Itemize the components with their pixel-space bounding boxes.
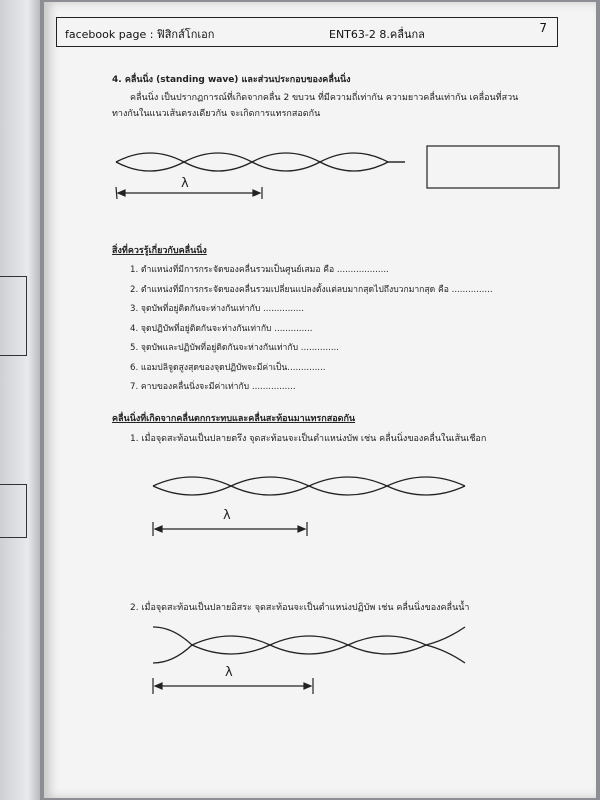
facts-list-item: 4. จุดปฏิบัพที่อยู่ติดกันจะห่างกันเท่ากับ ..............: [130, 323, 313, 334]
facts-list-item: 7. คาบของคลื่นนิ่งจะมีค่าเท่ากับ ................: [130, 382, 296, 392]
wavelength-arrow-2: [153, 522, 307, 536]
wavelength-label-2: λ: [223, 508, 231, 523]
free-end-case: 2. เมื่อจุดสะท้อนเป็นปลายอิสระ จุดสะท้อนจะเป็นตำแหน่งปฏิบัพ เช่น คลื่นนิ่งของคลื่นน้ำ: [130, 603, 470, 613]
wavelength-arrow-1: [116, 187, 262, 199]
standing-wave-fixed-end: [153, 477, 465, 495]
wavelength-label-3: λ: [225, 665, 233, 680]
standing-wave-free-end: [153, 627, 465, 663]
section4-text-line2: ทางกันในแนวเส้นตรงเดียวกัน จะเกิดการแทรกสอดกัน: [112, 109, 321, 119]
page-number: 7: [539, 21, 547, 35]
facts-list-item: 6. แอมปลิจูดสูงสุดของจุดปฏิบัพจะมีค่าเป็น..............: [130, 362, 326, 373]
facts-list: [130, 262, 493, 399]
wavelength-arrow-3: [153, 678, 313, 694]
header-course-title: ENT63-2 8.คลื่นกล: [329, 28, 425, 41]
wavelength-label-1: λ: [181, 176, 189, 191]
facts-list-item: 3. จุดบัพที่อยู่ติดกันจะห่างกันเท่ากับ ...............: [130, 304, 304, 314]
fixed-end-case: 1. เมื่อจุดสะท้อนเป็นปลายตรึง จุดสะท้อนจะเป็นตำแหน่งบัพ เช่น คลื่นนิ่งของคลื่นในเส้นเชือก: [130, 434, 487, 444]
section4-text-line1: คลื่นนิ่ง เป็นปรากฏการณ์ที่เกิดจากคลื่น 2 ขบวน ที่มีความถี่เท่ากัน ความยาวคลื่นเท่ากัน เคลื่อนที่สวน: [130, 93, 519, 103]
reflection-heading: คลื่นนิ่งที่เกิดจากคลื่นตกกระทบและคลื่นสะท้อนมาแทรกสอดกัน: [112, 414, 356, 424]
facts-heading: สิ่งที่ควรรู้เกี่ยวกับคลื่นนิ่ง: [112, 246, 207, 256]
facts-list-item: 1. ตำแหน่งที่มีการกระจัดของคลื่นรวมเป็นศูนย์เสมอ คือ ...................: [130, 265, 389, 275]
section4-heading: 4. คลื่นนิ่ง (standing wave) และส่วนประกอบของคลื่นนิ่ง: [112, 75, 351, 85]
header-facebook-page: facebook page : ฟิสิกส์โกเอก: [65, 28, 215, 41]
facts-list-item: 5. จุดบัพและปฏิบัพที่อยู่ติดกันจะห่างกันเท่ากับ ..............: [130, 343, 340, 353]
answer-box: [427, 146, 559, 188]
facts-list-item: 2. ตำแหน่งที่มีการกระจัดของคลื่นรวมเปลี่ยนแปลงตั้งแต่ลบมากสุดไปถึงบวกมากสุด คือ ...............: [130, 284, 493, 295]
standing-wave-1: [116, 153, 405, 171]
